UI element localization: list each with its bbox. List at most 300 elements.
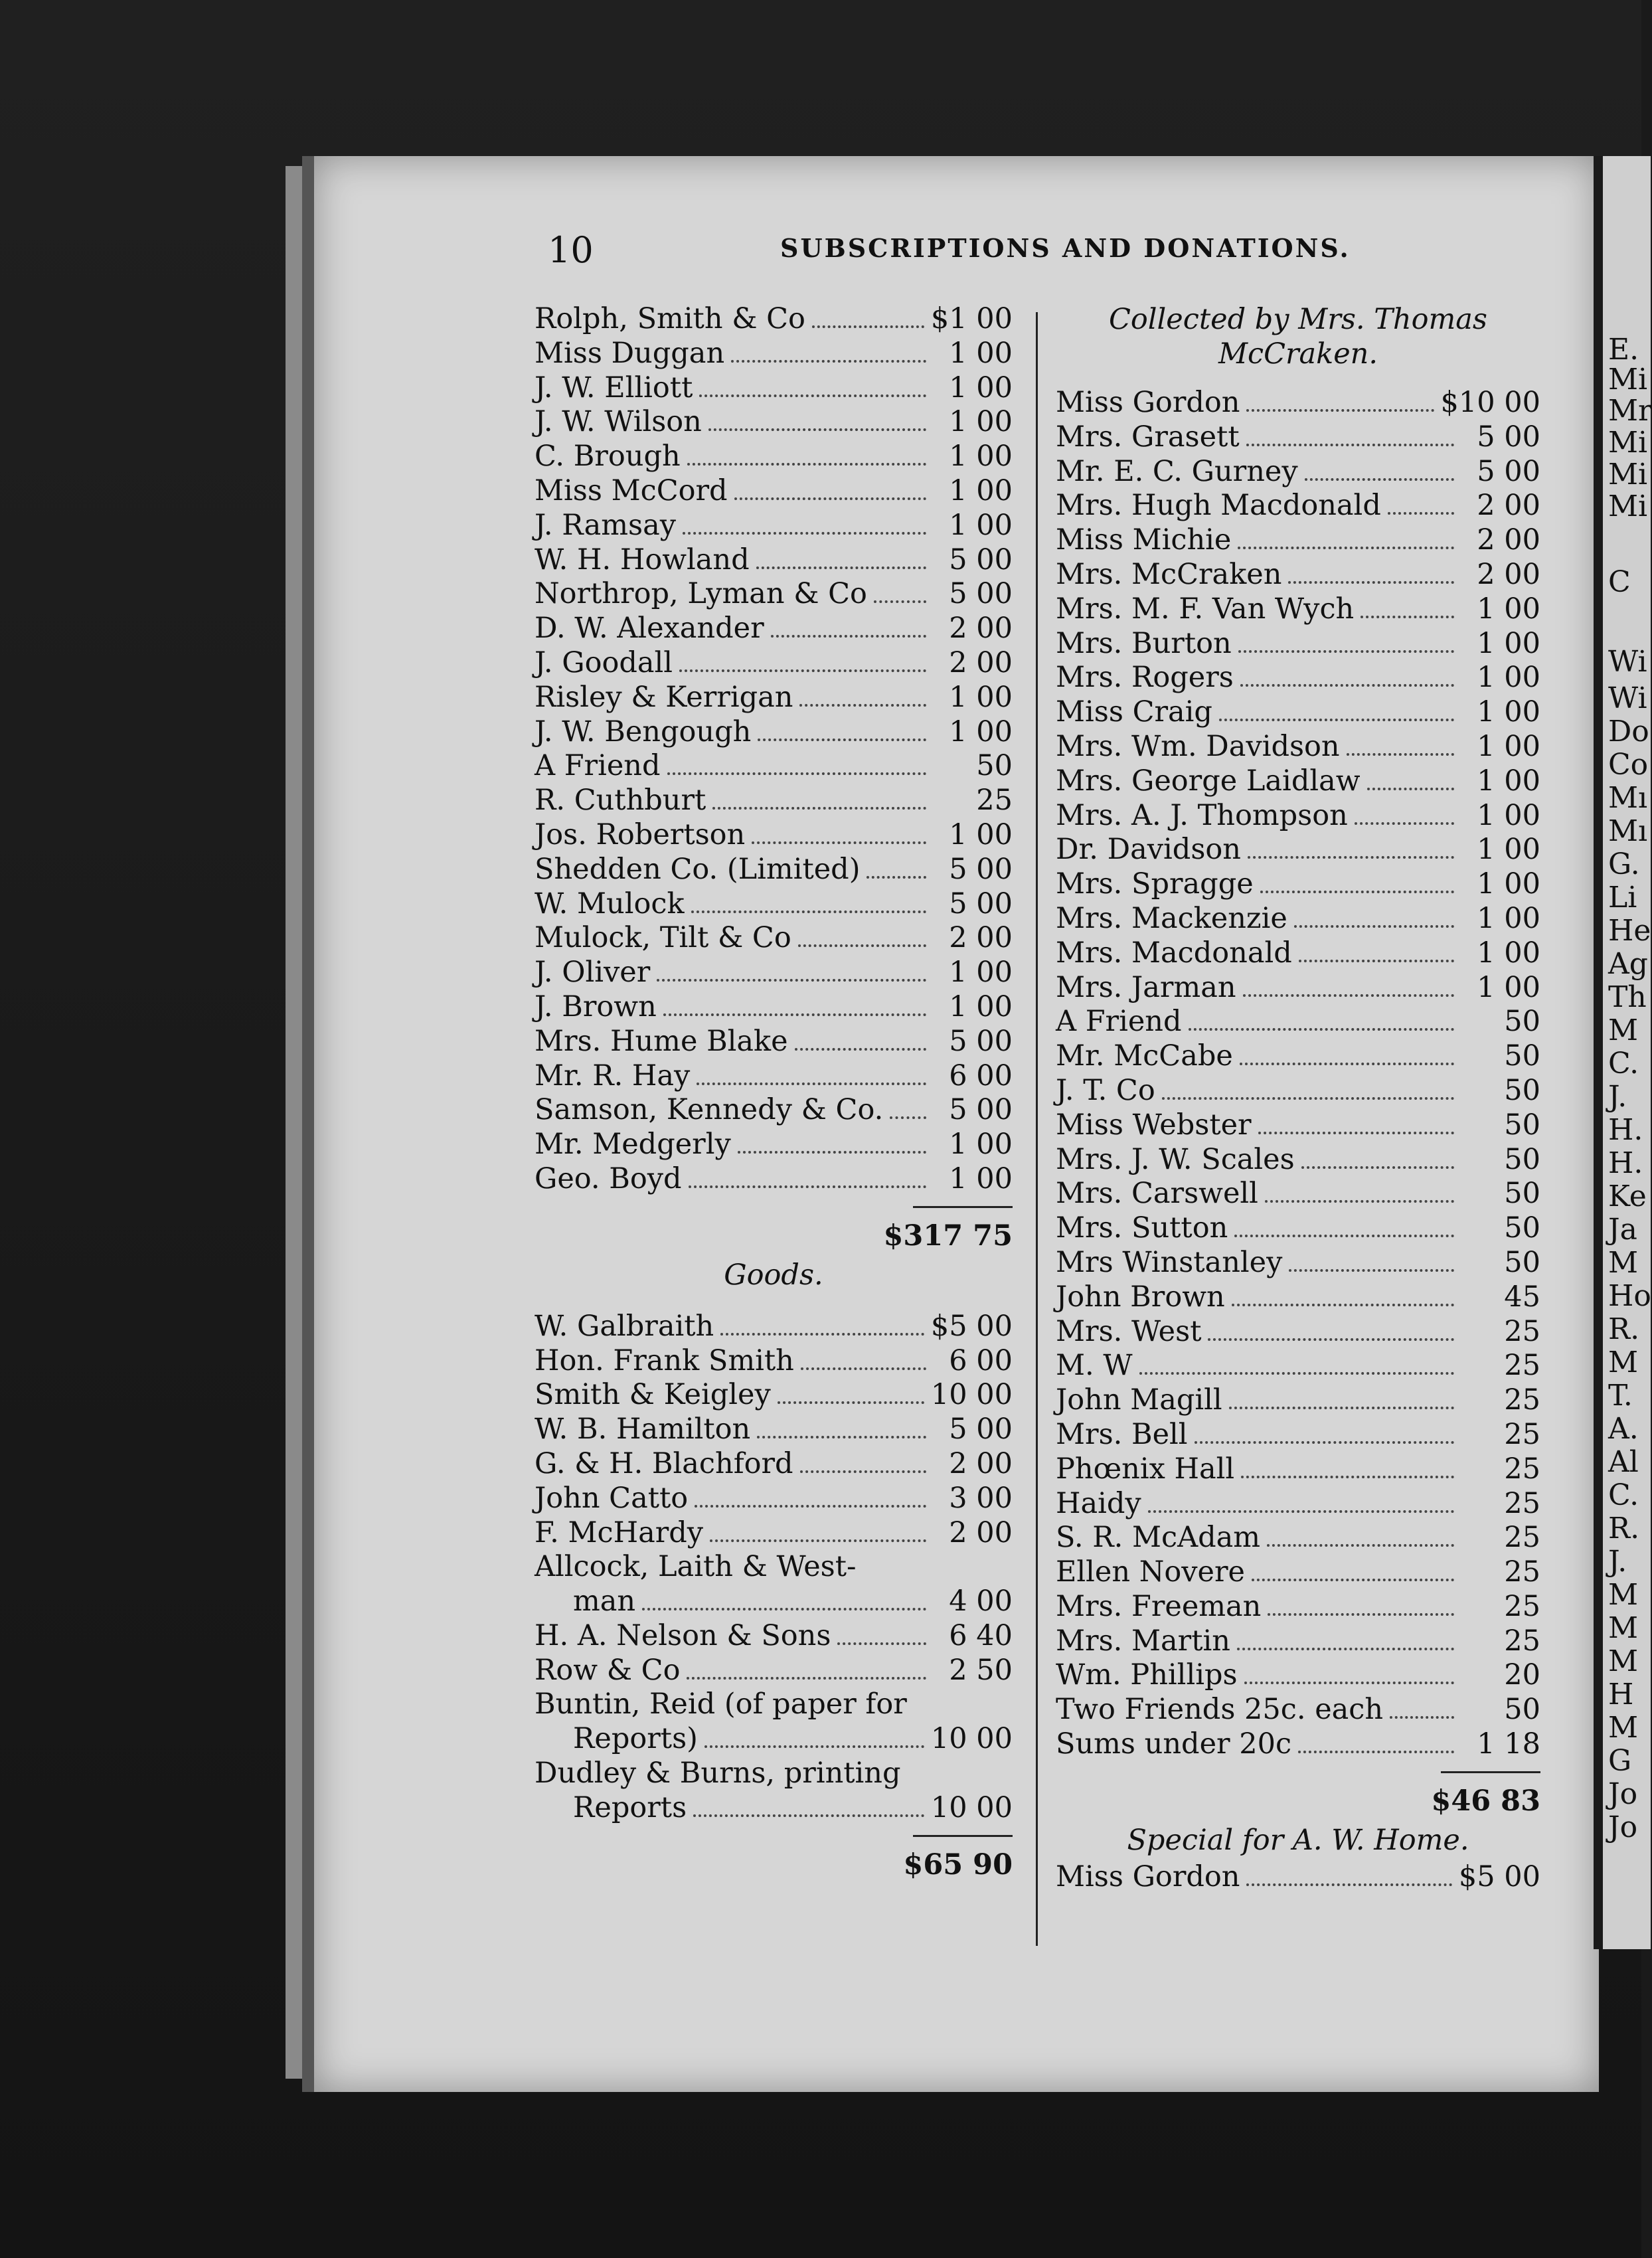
donation-amount: 1 00 xyxy=(1477,833,1540,867)
donor-name: Miss Gordon xyxy=(1056,1860,1240,1893)
facing-page-text-fragment: H. xyxy=(1608,1113,1643,1147)
donation-amount: 5 00 xyxy=(1477,420,1540,454)
leader-dots xyxy=(1240,1063,1454,1065)
donor-name: Mrs. Rogers xyxy=(1056,661,1234,695)
leader-dots xyxy=(890,1116,926,1119)
leader-dots xyxy=(1238,547,1454,549)
donor-name: A Friend xyxy=(535,749,661,783)
donation-amount: 1 00 xyxy=(949,680,1013,714)
leader-dots xyxy=(731,360,926,363)
ledger-row xyxy=(1056,661,1540,695)
ledger-row xyxy=(535,749,1013,784)
ledger-row xyxy=(1056,627,1540,661)
leader-dots xyxy=(708,428,926,431)
leader-dots xyxy=(683,532,926,535)
donor-name: Hon. Frank Smith xyxy=(535,1344,794,1377)
donor-name: Mrs. Grasett xyxy=(1056,420,1240,454)
donation-amount: 50 xyxy=(1504,1177,1540,1211)
donor-name: Mrs. Sutton xyxy=(1056,1211,1228,1245)
total-rule xyxy=(535,1826,1013,1846)
donation-amount: 25 xyxy=(1504,1521,1540,1555)
donation-amount: 5 00 xyxy=(949,1093,1013,1127)
donor-name: C. Brough xyxy=(535,440,681,474)
facing-page-text-fragment: Jo xyxy=(1608,1810,1638,1844)
donor-name: W. H. Howland xyxy=(535,543,750,576)
book-spine-edge xyxy=(286,166,302,2079)
facing-page-text-fragment: T. xyxy=(1608,1379,1633,1413)
leader-dots xyxy=(1237,1648,1454,1650)
donor-name-continued: man xyxy=(573,1585,636,1618)
facing-page-text-fragment: M xyxy=(1608,1711,1639,1745)
facing-page-text-fragment: R. xyxy=(1608,1512,1640,1545)
ledger-row xyxy=(1056,1624,1540,1659)
ledger-row xyxy=(1056,1143,1540,1177)
goods-heading: Goods. xyxy=(724,1258,823,1292)
leader-dots xyxy=(1252,1579,1454,1581)
ledger-row xyxy=(535,1619,1013,1654)
ledger-row-wrapped-line1 xyxy=(535,1550,1013,1585)
ledger-row xyxy=(1056,420,1540,455)
donation-amount: 2 00 xyxy=(949,646,1013,679)
donation-amount: 50 xyxy=(1504,1005,1540,1039)
ledger-row xyxy=(1056,1315,1540,1349)
right-column xyxy=(1056,302,1540,1895)
leader-dots xyxy=(874,600,926,603)
leader-dots xyxy=(1258,1132,1454,1134)
leader-dots xyxy=(771,635,926,638)
collector-heading-line2: McCraken. xyxy=(1218,337,1378,371)
donor-name: Northrop, Lyman & Co xyxy=(535,577,867,611)
donor-name: Samson, Kennedy & Co. xyxy=(535,1093,884,1127)
ledger-row-wrapped-line1 xyxy=(535,1688,1013,1722)
leader-dots xyxy=(667,772,926,775)
leader-dots xyxy=(1299,960,1454,962)
donor-name-continued: Reports) xyxy=(573,1722,698,1756)
leader-dots xyxy=(738,1151,926,1154)
donation-amount: 1 00 xyxy=(949,405,1013,439)
ledger-row xyxy=(1056,1418,1540,1452)
donor-name: J. Brown xyxy=(535,990,657,1023)
donor-name: F. McHardy xyxy=(535,1516,704,1549)
leader-dots xyxy=(756,566,926,569)
facing-page-text-fragment: M xyxy=(1608,1578,1639,1612)
leader-dots xyxy=(1241,1476,1454,1478)
facing-page-text-fragment: Do xyxy=(1608,715,1649,748)
donor-name: J. Ramsay xyxy=(535,508,677,542)
donation-amount: 6 40 xyxy=(949,1618,1013,1652)
facing-page-text-fragment: He xyxy=(1608,914,1651,948)
leader-dots xyxy=(642,1608,926,1610)
donation-amount: 10 00 xyxy=(930,1790,1013,1824)
donor-name: Geo. Boyd xyxy=(535,1162,682,1195)
donation-amount: 1 00 xyxy=(949,818,1013,851)
facing-page-text-fragment: Th xyxy=(1608,980,1647,1014)
total-rule xyxy=(1056,1762,1540,1782)
ledger-row xyxy=(535,577,1013,612)
donor-name: Miss Craig xyxy=(1056,695,1212,729)
donor-name: J. W. Wilson xyxy=(535,405,702,439)
facing-page-text-fragment: Mi xyxy=(1608,426,1648,460)
leader-dots xyxy=(687,1677,926,1680)
donation-amount: 2 00 xyxy=(1477,489,1540,523)
donation-amount: 1 00 xyxy=(949,956,1013,990)
donor-name: Mrs. Spragge xyxy=(1056,867,1254,901)
ledger-row xyxy=(535,1516,1013,1551)
facing-page-text-fragment: Wi xyxy=(1608,681,1647,715)
donor-name: Mrs. Macdonald xyxy=(1056,936,1292,970)
donation-amount: 50 xyxy=(976,749,1013,783)
facing-page-text-fragment: M xyxy=(1608,1346,1639,1379)
facing-page-text-fragment: Co xyxy=(1608,748,1649,782)
ledger-row-wrapped-line1 xyxy=(535,1757,1013,1791)
leader-dots xyxy=(1294,925,1454,928)
ledger-row-wrapped-line2 xyxy=(535,1791,1013,1826)
leader-dots xyxy=(695,1505,926,1508)
facing-page-text-fragment: Mı xyxy=(1608,814,1648,848)
donor-name: Mrs. A. J. Thompson xyxy=(1056,798,1348,832)
running-title: SUBSCRIPTIONS AND DONATIONS. xyxy=(780,233,1351,263)
facing-page-text-fragment: Ja xyxy=(1608,1213,1637,1247)
facing-page-text-fragment: Mi xyxy=(1608,489,1648,523)
donor-name: Mrs. J. W. Scales xyxy=(1056,1142,1295,1176)
donation-amount: 50 xyxy=(1504,1245,1540,1279)
leader-dots xyxy=(734,497,926,500)
donation-amount: 4 00 xyxy=(949,1585,1013,1618)
ledger-row xyxy=(1056,1349,1540,1383)
donation-amount: 50 xyxy=(1504,1108,1540,1142)
donor-name: Miss McCord xyxy=(535,474,728,507)
ledger-row xyxy=(535,1162,1013,1197)
facing-page-text-fragment: Mı xyxy=(1608,781,1648,815)
donor-name: Mrs. Hugh Macdonald xyxy=(1056,489,1381,523)
leader-dots xyxy=(1162,1097,1454,1100)
special-heading: Special for A. W. Home. xyxy=(1127,1823,1469,1857)
donor-name: Mrs. Carswell xyxy=(1056,1177,1258,1211)
leader-dots xyxy=(1219,719,1454,721)
donor-name: J. Goodall xyxy=(535,646,673,679)
ledger-row xyxy=(1056,1452,1540,1487)
ledger-row xyxy=(535,1482,1013,1516)
donation-amount: 1 00 xyxy=(949,1162,1013,1195)
donation-amount: 50 xyxy=(1504,1211,1540,1245)
donor-name: Smith & Keigley xyxy=(535,1378,771,1412)
donation-amount: $10 00 xyxy=(1440,386,1540,419)
facing-page-text-fragment: Al xyxy=(1608,1445,1639,1479)
facing-page-text-fragment: Mi xyxy=(1608,458,1648,491)
donor-name: J. W. Bengough xyxy=(535,715,752,748)
facing-page-text-fragment: J. xyxy=(1608,1080,1627,1114)
donor-name: H. A. Nelson & Sons xyxy=(535,1618,831,1652)
donation-amount: 25 xyxy=(1504,1555,1540,1589)
facing-page-text-fragment: Mi xyxy=(1608,363,1648,396)
leader-dots xyxy=(1243,994,1454,997)
ledger-row xyxy=(535,784,1013,818)
ledger-row xyxy=(1056,833,1540,867)
donor-name: R. Cuthburt xyxy=(535,784,706,818)
ledger-row xyxy=(535,1654,1013,1688)
donor-name: Allcock, Laith & West- xyxy=(535,1550,857,1584)
ledger-row xyxy=(535,646,1013,681)
donation-amount: 10 00 xyxy=(930,1378,1013,1412)
facing-page-text-fragment: Mr xyxy=(1608,394,1652,428)
donor-name: J. T. Co xyxy=(1056,1073,1155,1107)
donation-amount: 1 00 xyxy=(1477,661,1540,695)
facing-page-text-fragment: H xyxy=(1608,1678,1634,1711)
donation-amount: 1 00 xyxy=(949,1128,1013,1162)
facing-page-text-fragment: C. xyxy=(1608,1478,1639,1512)
ledger-row xyxy=(535,1093,1013,1128)
page-header xyxy=(548,229,1477,276)
donor-name: Risley & Kerrigan xyxy=(535,680,793,714)
donor-name: J. W. Elliott xyxy=(535,371,693,404)
donation-amount: 25 xyxy=(1504,1314,1540,1348)
donation-amount: 1 00 xyxy=(1477,867,1540,901)
donor-name: Haidy xyxy=(1056,1486,1141,1520)
leader-dots xyxy=(778,1401,924,1404)
leader-dots xyxy=(1246,409,1434,412)
donor-name: Mrs. Jarman xyxy=(1056,970,1236,1004)
donation-amount: 5 00 xyxy=(949,1024,1013,1058)
leader-dots xyxy=(1390,1716,1454,1719)
ledger-row xyxy=(1056,936,1540,971)
donor-name: A Friend xyxy=(1056,1005,1182,1039)
donation-amount: 25 xyxy=(1504,1417,1540,1451)
leader-dots xyxy=(1298,1751,1454,1753)
leader-dots xyxy=(1347,753,1454,756)
leader-dots xyxy=(657,979,926,982)
leader-dots xyxy=(693,1814,924,1817)
donor-name: Mrs. Wm. Davidson xyxy=(1056,729,1340,763)
ledger-row xyxy=(535,1128,1013,1162)
donor-name: Buntin, Reid (of paper for xyxy=(535,1688,907,1721)
donation-amount: 50 xyxy=(1504,1039,1540,1073)
donor-name: Miss Gordon xyxy=(1056,386,1240,419)
ledger-row xyxy=(1056,695,1540,730)
leader-dots xyxy=(1248,856,1454,859)
donation-amount: 2 00 xyxy=(949,612,1013,646)
donation-amount: 2 50 xyxy=(949,1653,1013,1687)
facing-page-fragment xyxy=(1594,156,1651,1949)
donation-amount: 2 00 xyxy=(949,1516,1013,1549)
ledger-row xyxy=(1056,1521,1540,1555)
donor-name: John Brown xyxy=(1056,1280,1225,1314)
ledger-row xyxy=(1056,1039,1540,1074)
ledger-row xyxy=(1056,1590,1540,1624)
donation-amount: 50 xyxy=(1504,1693,1540,1727)
ledger-row xyxy=(535,405,1013,440)
ledger-row xyxy=(1056,799,1540,833)
donor-name: Jos. Robertson xyxy=(535,818,746,851)
ledger-row xyxy=(535,818,1013,853)
ledger-row xyxy=(1056,1280,1540,1315)
donor-name: Dr. Davidson xyxy=(1056,833,1241,867)
donation-amount: 1 00 xyxy=(1477,592,1540,626)
donor-name: Mrs. George Laidlaw xyxy=(1056,764,1361,798)
donation-amount: 1 00 xyxy=(1477,936,1540,970)
donor-name: John Magill xyxy=(1056,1383,1222,1417)
facing-page-text-fragment: Ho xyxy=(1608,1279,1651,1313)
donation-amount: 5 00 xyxy=(1477,454,1540,488)
ledger-row xyxy=(1056,1074,1540,1108)
donation-amount: 5 00 xyxy=(949,1413,1013,1446)
ledger-row xyxy=(535,715,1013,750)
donor-name: Mrs. Hume Blake xyxy=(535,1024,788,1058)
donation-amount: 1 00 xyxy=(1477,764,1540,798)
leader-dots xyxy=(687,463,926,466)
collector-heading-line1: Collected by Mrs. Thomas xyxy=(1109,303,1487,336)
ledger-row xyxy=(1056,1487,1540,1521)
spacer xyxy=(535,1295,1013,1310)
facing-page-text-fragment: Ag xyxy=(1608,947,1648,981)
ledger-row xyxy=(535,1310,1013,1344)
leader-dots xyxy=(1244,1682,1454,1684)
donor-name: Row & Co xyxy=(535,1653,681,1687)
donor-name: Mrs. Mackenzie xyxy=(1056,901,1287,935)
ledger-row-wrapped-line2 xyxy=(535,1722,1013,1757)
donor-name: W. B. Hamilton xyxy=(535,1413,751,1446)
facing-page-text-fragment: E. xyxy=(1608,333,1639,367)
leader-dots xyxy=(799,704,926,707)
donation-amount: 25 xyxy=(1504,1486,1540,1520)
ledger-row xyxy=(1056,764,1540,799)
leader-dots xyxy=(837,1642,926,1645)
ledger-row xyxy=(1056,971,1540,1005)
facing-page-text-fragment: M xyxy=(1608,1644,1639,1678)
ledger-row xyxy=(535,1378,1013,1413)
donation-amount: 1 00 xyxy=(1477,626,1540,660)
leader-dots xyxy=(1288,581,1454,584)
facing-page-text-fragment: C xyxy=(1608,565,1631,599)
donor-name: G. & H. Blachford xyxy=(535,1446,793,1480)
donation-amount: 6 00 xyxy=(949,1059,1013,1092)
donation-amount: 2 00 xyxy=(949,1446,1013,1480)
donor-name: Mrs. Bell xyxy=(1056,1417,1188,1451)
ledger-row xyxy=(1056,1108,1540,1143)
donor-name: Two Friends 25c. each xyxy=(1056,1693,1384,1727)
donor-name: M. W xyxy=(1056,1349,1133,1383)
donor-name-continued: Reports xyxy=(573,1790,687,1824)
ledger-row xyxy=(535,921,1013,956)
donation-amount: $5 00 xyxy=(1458,1860,1540,1893)
leader-dots xyxy=(1240,684,1454,687)
ledger-row xyxy=(535,302,1013,337)
donor-name: Mrs. Burton xyxy=(1056,626,1232,660)
donor-name: Mrs. McCraken xyxy=(1056,557,1282,591)
column-divider xyxy=(1036,312,1038,1946)
leader-dots xyxy=(697,1083,926,1085)
donation-amount: 2 00 xyxy=(1477,557,1540,591)
ledger-row xyxy=(1056,1211,1540,1246)
donation-amount: 25 xyxy=(976,784,1013,818)
donor-name: Mrs. Freeman xyxy=(1056,1589,1262,1623)
leader-dots xyxy=(798,944,926,947)
donor-name: Mr. R. Hay xyxy=(535,1059,691,1092)
leader-dots xyxy=(1388,512,1454,515)
ledger-row xyxy=(535,337,1013,371)
donor-name: Mulock, Tilt & Co xyxy=(535,921,791,955)
ledger-row xyxy=(535,990,1013,1025)
ledger-row xyxy=(535,612,1013,646)
leader-dots xyxy=(1260,891,1454,893)
ledger-row xyxy=(1056,1693,1540,1727)
leader-dots xyxy=(704,1745,924,1748)
facing-page-text-fragment: Ke xyxy=(1608,1179,1647,1213)
ledger-row xyxy=(1056,455,1540,489)
leader-dots xyxy=(801,1367,926,1370)
facing-page-text-fragment: Wi xyxy=(1608,645,1647,679)
ledger-row xyxy=(535,440,1013,474)
leader-dots xyxy=(1229,1407,1454,1409)
donation-amount: 1 00 xyxy=(1477,970,1540,1004)
ledger-row xyxy=(1056,1383,1540,1418)
ledger-row xyxy=(1056,902,1540,936)
ledger-row xyxy=(535,543,1013,578)
leader-dots xyxy=(752,841,926,844)
ledger-row xyxy=(535,1344,1013,1379)
total-rule xyxy=(535,1197,1013,1217)
donor-name: S. R. McAdam xyxy=(1056,1521,1261,1555)
donation-amount: 1 00 xyxy=(1477,798,1540,832)
facing-page-text-fragment: G xyxy=(1608,1744,1632,1778)
ledger-row-wrapped-line2 xyxy=(535,1585,1013,1619)
facing-page-text-fragment: A. xyxy=(1608,1412,1639,1446)
donor-name: Mrs. Martin xyxy=(1056,1624,1230,1658)
donation-amount: 1 00 xyxy=(949,371,1013,404)
leader-dots xyxy=(1238,650,1454,653)
ledger-row xyxy=(535,887,1013,922)
donation-amount: 5 00 xyxy=(949,577,1013,611)
ledger-row xyxy=(1056,592,1540,627)
leader-dots xyxy=(1301,1166,1454,1169)
donation-amount: 25 xyxy=(1504,1589,1540,1623)
facing-page-text-fragment: M xyxy=(1608,1611,1639,1645)
donor-name: John Catto xyxy=(535,1481,689,1515)
donor-name: Dudley & Burns, printing xyxy=(535,1757,901,1790)
donor-name: Mr. E. C. Gurney xyxy=(1056,454,1298,488)
donation-amount: 2 00 xyxy=(1477,523,1540,557)
leader-dots xyxy=(1361,616,1454,618)
donor-name: Mrs. M. F. Van Wych xyxy=(1056,592,1355,626)
donor-name: Mrs. West xyxy=(1056,1314,1202,1348)
donation-amount: 6 00 xyxy=(949,1344,1013,1377)
leader-dots xyxy=(758,738,926,741)
donor-name: Miss Duggan xyxy=(535,336,725,370)
donor-name: Ellen Novere xyxy=(1056,1555,1245,1589)
facing-page-text-fragment: H. xyxy=(1608,1146,1643,1180)
donation-amount: 1 00 xyxy=(1477,729,1540,763)
ledger-row xyxy=(535,474,1013,509)
donor-name: D. W. Alexander xyxy=(535,612,764,646)
leader-dots xyxy=(1355,822,1454,825)
leader-dots xyxy=(1234,1235,1454,1237)
donor-name: Shedden Co. (Limited) xyxy=(535,852,861,886)
leader-dots xyxy=(867,876,926,879)
donation-amount: 50 xyxy=(1504,1073,1540,1107)
donation-amount: 1 00 xyxy=(1477,695,1540,729)
ledger-row xyxy=(535,371,1013,406)
ledger-row xyxy=(535,853,1013,887)
donor-name: Phœnix Hall xyxy=(1056,1452,1235,1486)
donation-amount: 1 00 xyxy=(949,440,1013,474)
collection-total: $46 83 xyxy=(1431,1784,1540,1818)
donor-name: J. Oliver xyxy=(535,956,651,990)
donor-name: Sums under 20c xyxy=(1056,1727,1292,1761)
leader-dots xyxy=(1305,478,1454,481)
donor-name: W. Galbraith xyxy=(535,1309,714,1343)
leader-dots xyxy=(1148,1510,1454,1513)
leader-dots xyxy=(663,1013,926,1016)
ledger-row xyxy=(1056,1005,1540,1039)
